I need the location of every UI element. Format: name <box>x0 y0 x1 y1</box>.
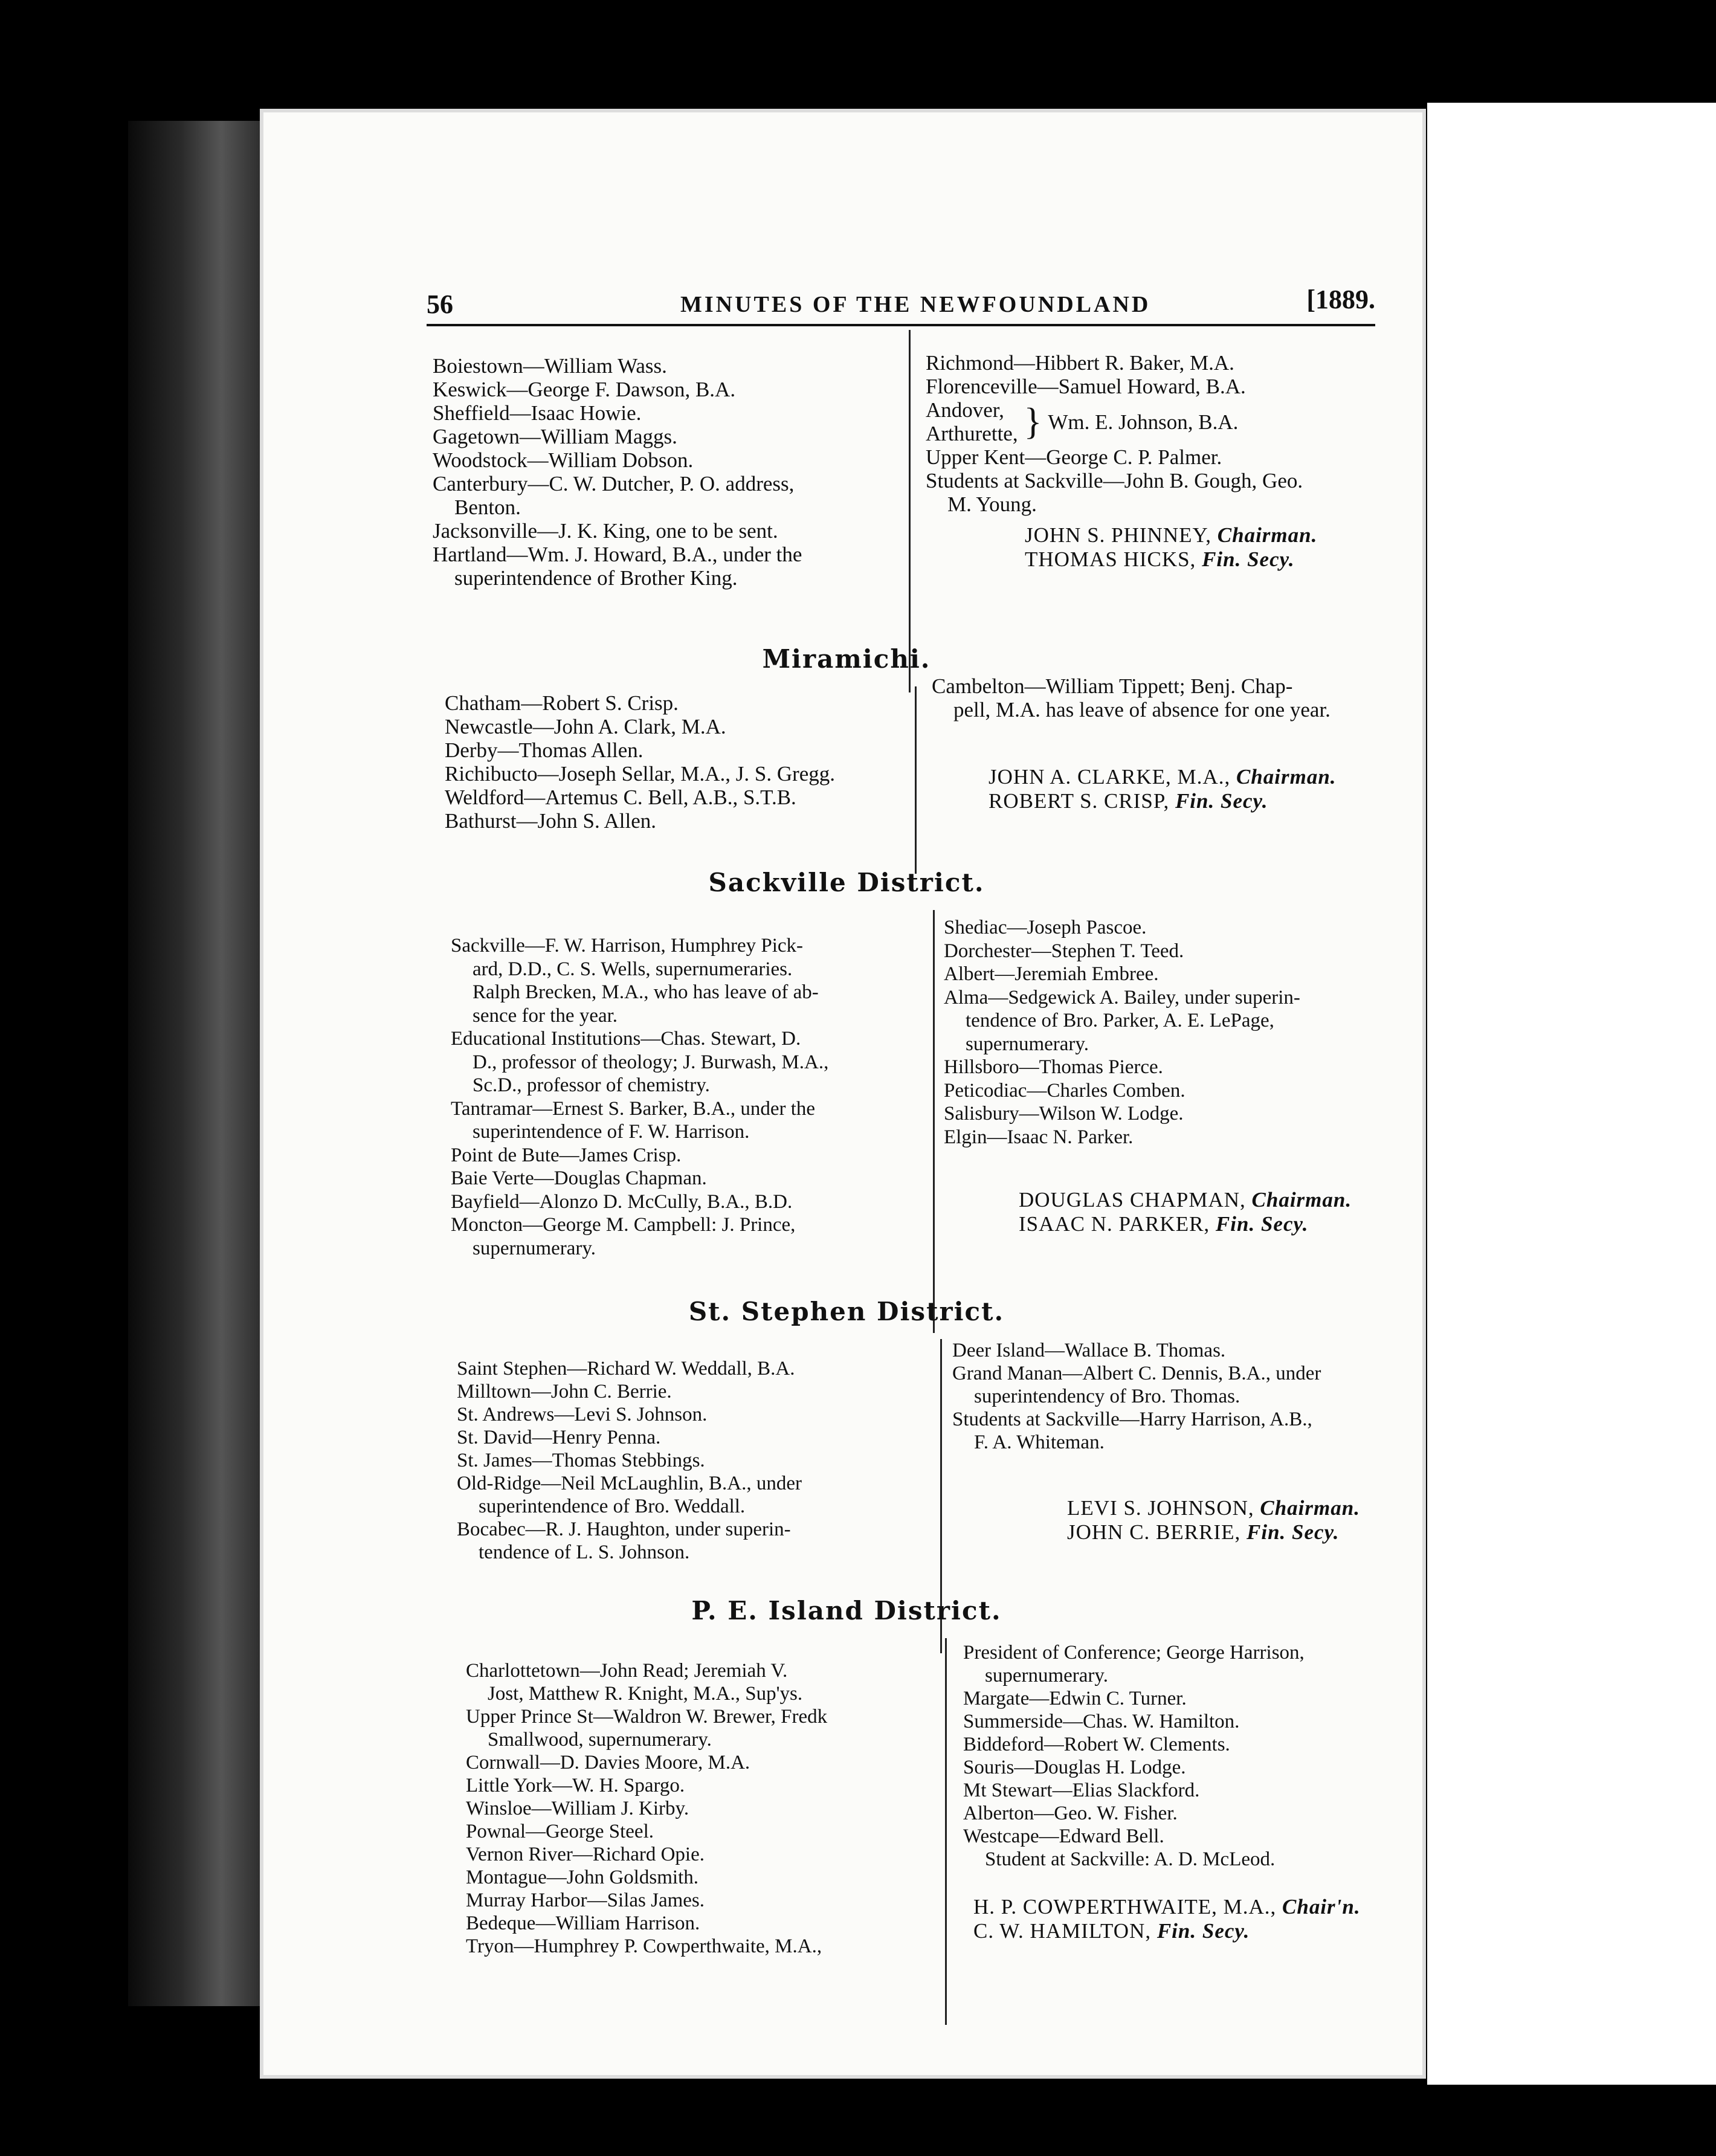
peisland-signatures <box>973 1895 1361 1943</box>
circuit-name: Andover, <box>926 398 1004 422</box>
appointment: Mt Stewart—Elias Slackford. <box>963 1780 1200 1801</box>
appointment: Murray Harbor—Silas James. <box>466 1890 705 1911</box>
appointment: Margate—Edwin C. Turner. <box>963 1688 1187 1709</box>
appointment: Keswick—George F. Dawson, B.A. <box>433 378 736 401</box>
appointment-continued: pell, M.A. has leave of absence for one year. <box>953 698 1331 721</box>
appointment-continued: Benton. <box>454 495 521 519</box>
appointment-continued: Student at Sackville: A. D. McLeod. <box>985 1848 1276 1870</box>
appointment-continued: sence for the year. <box>473 1004 618 1027</box>
district-heading: St. Stephen District. <box>688 1297 1005 1326</box>
appointment: Bayfield—Alonzo D. McCully, B.A., B.D. <box>451 1190 793 1213</box>
chairman-name: LEVI S. JOHNSON, <box>1067 1496 1254 1520</box>
chairman-name: JOHN S. PHINNEY, <box>1025 523 1212 547</box>
secretary-name: ISAAC N. PARKER, <box>1019 1212 1210 1236</box>
ststephen-signatures <box>1067 1496 1360 1544</box>
appointment-continued: M. Young. <box>947 492 1037 516</box>
appointment: Vernon River—Richard Opie. <box>466 1844 705 1865</box>
appointment-continued: supernumerary. <box>985 1665 1109 1686</box>
chairman-title: Chairman. <box>1217 523 1318 547</box>
appointment-continued: superintendence of Brother King. <box>454 566 738 590</box>
appointment: Grand Manan—Albert C. Dennis, B.A., under <box>952 1363 1321 1384</box>
appointment: Cornwall—D. Davies Moore, M.A. <box>466 1752 750 1774</box>
running-header <box>427 282 1375 326</box>
appointment: Cambelton—William Tippett; Benj. Chap- <box>932 674 1293 698</box>
district-heading: P. E. Island District. <box>691 1596 1002 1625</box>
appointment: Bathurst—John S. Allen. <box>445 809 657 833</box>
appointment: Richmond—Hibbert R. Baker, M.A. <box>926 351 1234 375</box>
appointment-continued: tendence of L. S. Johnson. <box>479 1541 690 1563</box>
miramichi-right-column <box>932 674 1331 721</box>
peisland-right-column <box>963 1641 1305 1871</box>
secretary-title: Fin. Secy. <box>1215 1212 1309 1236</box>
appointment: Sackville—F. W. Harrison, Humphrey Pick- <box>451 935 804 957</box>
appointment: Jacksonville—J. K. King, one to be sent. <box>433 519 778 543</box>
appointment: Pownal—George Steel. <box>466 1821 654 1842</box>
facing-page-edge <box>1427 103 1716 2085</box>
column-rule <box>933 910 935 1333</box>
chairman-title: Chairman. <box>1236 765 1337 789</box>
appointment-continued: ard, D.D., C. S. Wells, supernumeraries. <box>473 958 793 980</box>
chairman-title: Chair'n. <box>1282 1895 1361 1919</box>
appointment: Upper Prince St—Waldron W. Brewer, Fredk <box>466 1706 828 1728</box>
appointment: Sheffield—Isaac Howie. <box>433 401 642 425</box>
andover-arthurette-group: Andover, Arthurette, } Wm. E. Johnson, B.A. <box>926 398 1239 445</box>
year-label: [1889. <box>1306 285 1375 314</box>
appointment: Gagetown—William Maggs. <box>433 425 677 448</box>
secretary-name: C. W. HAMILTON, <box>973 1919 1152 1943</box>
appointment: Students at Sackville—Harry Harrison, A.B., <box>952 1409 1312 1430</box>
appointment: Souris—Douglas H. Lodge. <box>963 1757 1186 1778</box>
appointment: Point de Bute—James Crisp. <box>451 1144 682 1166</box>
appointment: Winsloe—William J. Kirby. <box>466 1798 689 1819</box>
appointment: Biddeford—Robert W. Clements. <box>963 1734 1230 1755</box>
secretary-title: Fin. Secy. <box>1247 1520 1340 1544</box>
secretary-name: JOHN C. BERRIE, <box>1067 1520 1241 1544</box>
district-heading: Sackville District. <box>708 868 985 897</box>
appointment-continued: Smallwood, supernumerary. <box>488 1729 712 1751</box>
sackville-signatures <box>1019 1188 1352 1236</box>
appointment: Newcastle—John A. Clark, M.A. <box>445 715 726 738</box>
book-page <box>260 109 1426 2079</box>
appointment-continued: Ralph Brecken, M.A., who has leave of ab- <box>473 981 819 1003</box>
appointment: St. David—Henry Penna. <box>457 1427 661 1448</box>
appointment: Upper Kent—George C. P. Palmer. <box>926 445 1222 469</box>
appointment: Bedeque—William Harrison. <box>466 1912 700 1934</box>
sackville-right-column <box>944 916 1300 1149</box>
appointment-continued: tendence of Bro. Parker, A. E. LePage, <box>966 1010 1274 1031</box>
appointment: Wm. E. Johnson, B.A. <box>1048 410 1239 434</box>
running-title: MINUTES OF THE NEWFOUNDLAND <box>680 292 1151 317</box>
top-right-column <box>926 351 1303 516</box>
appointment: Hillsboro—Thomas Pierce. <box>944 1056 1163 1078</box>
appointment: Derby—Thomas Allen. <box>445 738 644 762</box>
appointment-continued: supernumerary. <box>473 1237 596 1259</box>
secretary-name: ROBERT S. CRISP, <box>989 789 1170 813</box>
column-rule <box>945 1638 947 2025</box>
appointment-continued: superintendence of F. W. Harrison. <box>473 1121 750 1143</box>
ststephen-right-column <box>952 1339 1321 1454</box>
appointment-continued: superintendence of Bro. Weddall. <box>479 1496 746 1517</box>
district-heading: Miramichi. <box>762 644 931 674</box>
appointment: St. Andrews—Levi S. Johnson. <box>457 1404 708 1425</box>
appointment-continued: D., professor of theology; J. Burwash, M.A., <box>473 1051 829 1073</box>
appointment: Alberton—Geo. W. Fisher. <box>963 1803 1178 1824</box>
appointment: Moncton—George M. Campbell: J. Prince, <box>451 1214 796 1236</box>
book-binding <box>128 121 261 2006</box>
appointment: Canterbury—C. W. Dutcher, P. O. address, <box>433 472 795 495</box>
appointment: Weldford—Artemus C. Bell, A.B., S.T.B. <box>445 786 796 809</box>
appointment-continued: Sc.D., professor of chemistry. <box>473 1074 710 1096</box>
secretary-name: THOMAS HICKS, <box>1025 547 1196 571</box>
top-signatures <box>1025 523 1317 572</box>
appointment: Summerside—Chas. W. Hamilton. <box>963 1711 1240 1732</box>
chairman-title: Chairman. <box>1260 1496 1360 1520</box>
appointment: Westcape—Edward Bell. <box>963 1825 1164 1847</box>
chairman-title: Chairman. <box>1251 1188 1352 1212</box>
appointment: Tryon—Humphrey P. Cowperthwaite, M.A., <box>466 1935 822 1957</box>
appointment: Dorchester—Stephen T. Teed. <box>944 940 1184 962</box>
appointment-continued: F. A. Whiteman. <box>974 1431 1105 1453</box>
appointment: Salisbury—Wilson W. Lodge. <box>944 1103 1184 1125</box>
column-rule <box>915 686 917 874</box>
appointment: Woodstock—William Dobson. <box>433 448 694 472</box>
appointment: Bocabec—R. J. Haughton, under superin- <box>457 1519 791 1540</box>
appointment: Tantramar—Ernest S. Barker, B.A., under the <box>451 1097 816 1120</box>
appointment: Alma—Sedgewick A. Bailey, under superin- <box>944 986 1300 1009</box>
appointment-continued: Jost, Matthew R. Knight, M.A., Sup'ys. <box>488 1683 803 1705</box>
miramichi-left-column <box>445 691 835 833</box>
appointment: St. James—Thomas Stebbings. <box>457 1450 705 1471</box>
secretary-title: Fin. Secy. <box>1156 1919 1250 1943</box>
appointment: Boiestown—William Wass. <box>433 354 667 378</box>
appointment: Chatham—Robert S. Crisp. <box>445 691 679 715</box>
circuit-name: Arthurette, <box>926 422 1018 445</box>
top-left-column <box>433 354 802 590</box>
appointment: Students at Sackville—John B. Gough, Geo. <box>926 469 1303 492</box>
appointment-continued: supernumerary. <box>966 1033 1089 1055</box>
appointment: Elgin—Isaac N. Parker. <box>944 1126 1134 1148</box>
appointment: Florenceville—Samuel Howard, B.A. <box>926 375 1246 398</box>
appointment: Deer Island—Wallace B. Thomas. <box>952 1340 1226 1361</box>
appointment: Educational Institutions—Chas. Stewart, D. <box>451 1028 801 1050</box>
appointment: Shediac—Joseph Pascoe. <box>944 917 1147 938</box>
appointment: Peticodiac—Charles Comben. <box>944 1079 1185 1102</box>
sackville-left-column <box>451 934 828 1260</box>
appointment: Charlottetown—John Read; Jeremiah V. <box>466 1660 788 1682</box>
chairman-name: JOHN A. CLARKE, M.A., <box>989 765 1231 789</box>
appointment: Albert—Jeremiah Embree. <box>944 963 1159 985</box>
appointment: Hartland—Wm. J. Howard, B.A., under the <box>433 543 802 566</box>
peisland-left-column <box>466 1659 827 1958</box>
appointment: Milltown—John C. Berrie. <box>457 1381 672 1402</box>
chairman-name: DOUGLAS CHAPMAN, <box>1019 1188 1246 1212</box>
ststephen-left-column <box>457 1357 802 1564</box>
appointment: President of Conference; George Harrison, <box>963 1642 1305 1664</box>
appointment: Little York—W. H. Spargo. <box>466 1775 685 1796</box>
appointment-continued: superintendency of Bro. Thomas. <box>974 1386 1240 1407</box>
appointment: Baie Verte—Douglas Chapman. <box>451 1167 707 1189</box>
page-number: 56 <box>427 289 453 319</box>
column-rule <box>909 330 911 692</box>
appointment: Saint Stephen—Richard W. Weddall, B.A. <box>457 1358 795 1380</box>
miramichi-signatures <box>989 765 1337 813</box>
chairman-name: H. P. COWPERTHWAITE, M.A., <box>973 1895 1277 1919</box>
secretary-title: Fin. Secy. <box>1175 789 1268 813</box>
appointment: Richibucto—Joseph Sellar, M.A., J. S. Gregg. <box>445 762 836 786</box>
appointment: Montague—John Goldsmith. <box>466 1867 698 1888</box>
appointment: Old-Ridge—Neil McLaughlin, B.A., under <box>457 1473 802 1494</box>
secretary-title: Fin. Secy. <box>1202 547 1295 571</box>
